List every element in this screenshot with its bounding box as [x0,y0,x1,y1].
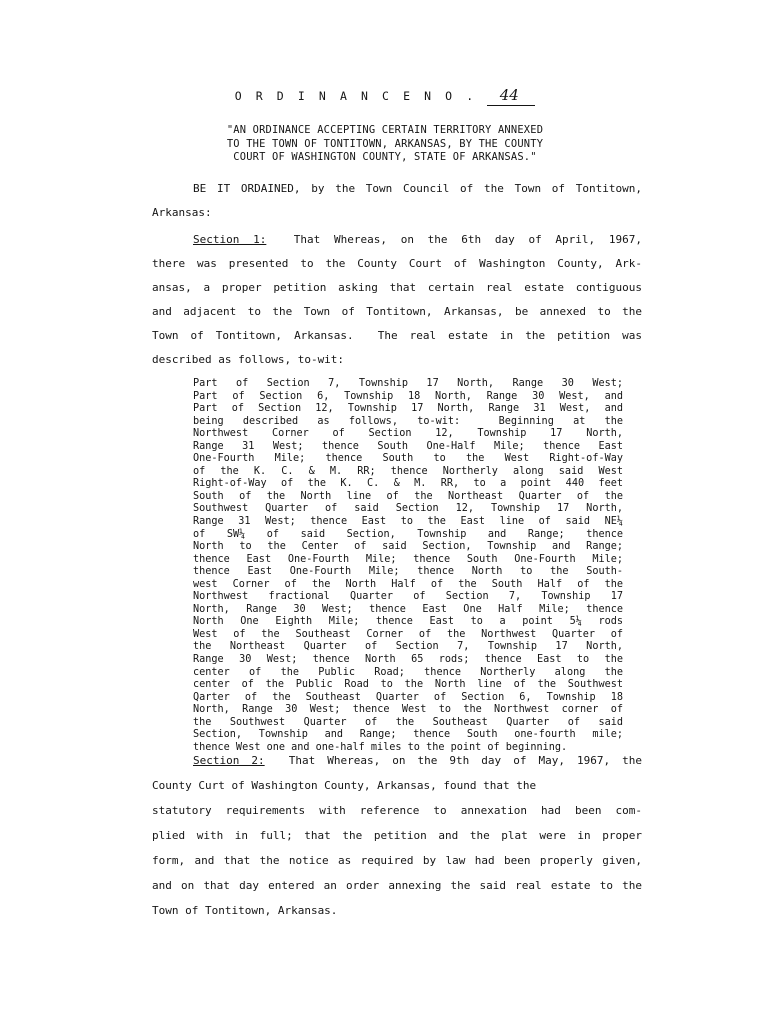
section2-label: Section 2: [193,754,265,767]
heading-line: TO THE TOWN OF TONTITOWN, ARKANSAS, BY THE COUNTY [226,137,544,150]
legal-line: thence East One-Fourth Mile; thence North to the South- [193,566,623,578]
legal-line: Northwest Corner of Section 12, Township 17 North, [193,428,623,440]
legal-line: of SW¼ of said Section, Township and Range; thence [193,528,623,540]
ordinance-heading [0,124,770,165]
legal-line: of the K. C. & M. RR; thence Northerly along said West [193,465,623,477]
legal-line: center of the Public Road to the North line of the Southwest [193,679,623,691]
legal-line: South of the North line of the Northeast Quarter of the [193,490,623,502]
heading-line: COURT OF WASHINGTON COUNTY, STATE OF ARKANSAS." [233,151,537,163]
ordinance-title [0,86,770,106]
legal-line: Part of Section 12, Township 17 North, Range 31 West, and [193,403,623,415]
preamble-line: Arkansas: [152,206,212,219]
legal-line: the Northeast Quarter of Section 7, Township 17 North, [193,641,623,653]
preamble-line: BE IT ORDAINED, by the Town Council of the Town of Tontitown, [193,182,642,195]
legal-line: Right-of-Way of the K. C. & M. RR, to a point 440 feet [193,478,623,490]
legal-line: Qarter of the Southeast Quarter of Section 6, Township 18 [193,691,623,703]
section2-line: and on that day entered an order annexing the said real estate to the [152,879,642,892]
section1-line: Town of Tontitown, Arkansas. The real estate in the petition was [152,329,642,342]
section1-line: and adjacent to the Town of Tontitown, Arkansas, be annexed to the [152,305,642,318]
legal-line: being described as follows, to-wit: Beginning at the [193,415,623,427]
section1-line: ansas, a proper petition asking that certain real estate contiguous [152,281,642,294]
section1-line: there was presented to the County Court of Washington County, Ark- [152,257,642,270]
ordinance-title-text: O R D I N A N C E N O . [234,89,477,103]
legal-description [193,378,623,754]
legal-line: Section, Township and Range; thence South one-fourth mile; [193,729,623,741]
legal-line: One-Fourth Mile; thence South to the West Right-of-Way [193,453,623,465]
section2-line: Town of Tontitown, Arkansas. [152,904,338,917]
legal-line: Range 31 West; thence South One-Half Mile; thence East [193,440,623,452]
legal-line: Southwest Quarter of said Section 12, Township 17 North, [193,503,623,515]
section2-line: statutory requirements with reference to annexation had been com- [152,804,642,817]
legal-line: Northwest fractional Quarter of Section 7, Township 17 [193,591,623,603]
legal-line: center of the Public Road; thence Northerly along the [193,666,623,678]
section1-line: described as follows, to-wit: [152,353,345,366]
section1-first-line-text: That Whereas, on the 6th day of April, 1967, [266,233,642,246]
legal-line: North to the Center of said Section, Township and Range; [193,541,623,553]
ordinance-number: 44 [487,86,535,106]
legal-line: West of the Southeast Corner of the Northwest Quarter of [193,628,623,640]
legal-line: North, Range 30 West; thence East One Half Mile; thence [193,603,623,615]
section2-first-line [193,754,642,768]
section2-first-line-text: That Whereas, on the 9th day of May, 1967, the [264,754,642,767]
section1-label: Section 1: [193,233,267,246]
section2-line: form, and that the notice as required by law had been properly given, [152,854,642,867]
legal-line: Part of Section 6, Township 18 North, Range 30 West, and [193,390,623,402]
legal-line: North One Eighth Mile; thence East to a point 5¼ rods [193,616,623,628]
legal-line: North, Range 30 West; thence West to the Northwest corner of [193,704,623,716]
legal-line: thence East One-Fourth Mile; thence South One-Fourth Mile; [193,553,623,565]
legal-line: thence West one and one-half miles to the point of beginning. [193,741,568,753]
section2-line: County Curt of Washington County, Arkansas, found that the [152,779,537,792]
section1-first-line [193,233,642,247]
legal-line: Part of Section 7, Township 17 North, Range 30 West; [193,378,623,389]
legal-line: west Corner of the North Half of the South Half of the [193,578,623,590]
heading-line: "AN ORDINANCE ACCEPTING CERTAIN TERRITORY ANNEXED [226,124,544,136]
legal-line: Range 31 West; thence East to the East line of said NE¼ [193,516,623,528]
legal-line: Range 30 West; thence North 65 rods; thence East to the [193,654,623,666]
section2-line: plied with in full; that the petition and the plat were in proper [152,829,642,842]
legal-line: the Southwest Quarter of the Southeast Quarter of said [193,716,623,728]
